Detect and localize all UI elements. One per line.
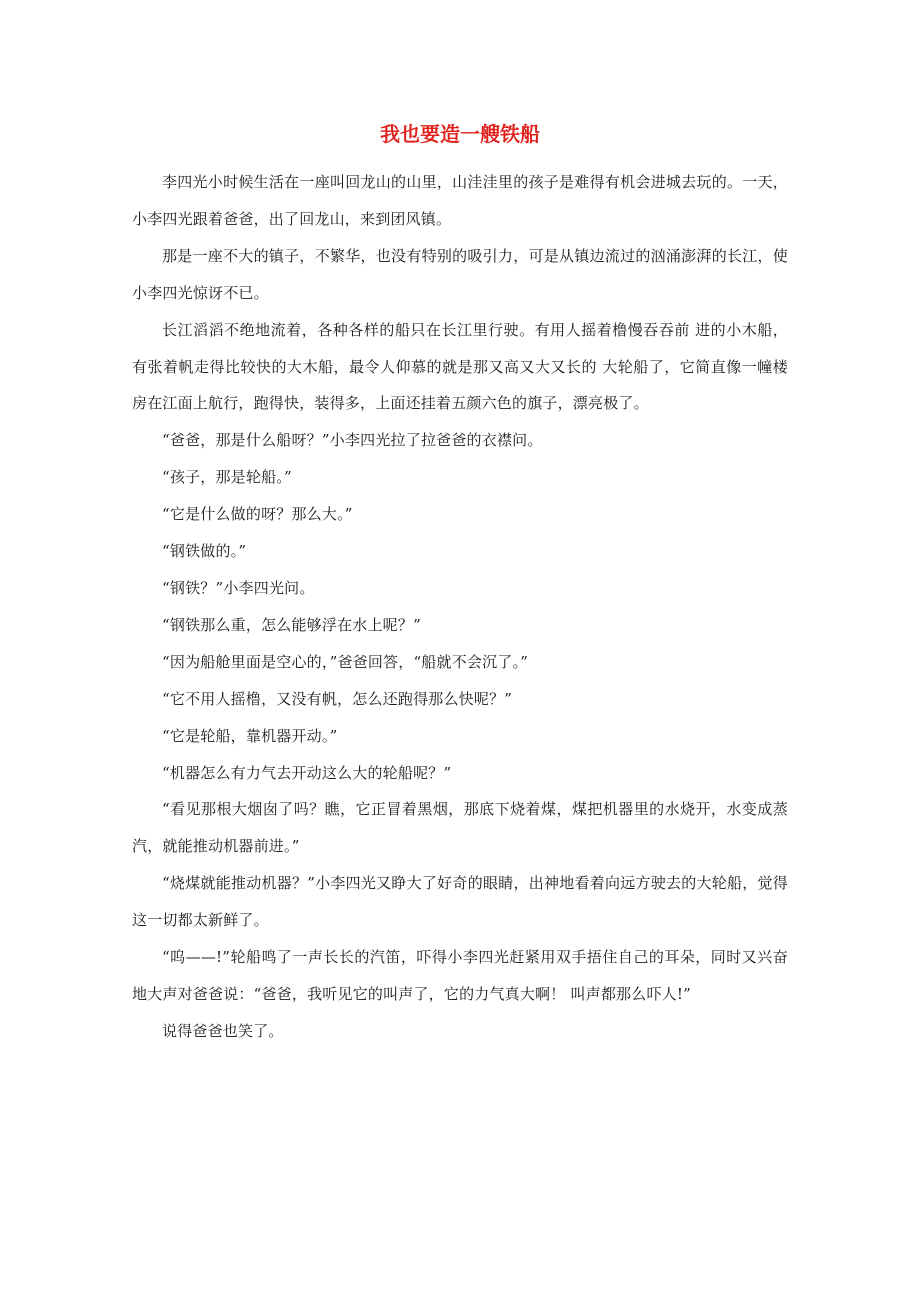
paragraph: “呜——!”轮船鸣了一声长长的汽笛，吓得小李四光赶紧用双手捂住自己的耳朵，同时又兴奋地大声对爸爸说：“爸爸，我听见它的叫声了，它的力气真大啊！ 叫声都那么吓人!”	[132, 948, 788, 1003]
paragraph: 那是一座不大的镇子，不繁华，也没有特别的吸引力，可是从镇边流过的汹涌澎湃的长江，使小李四光惊讶不已。	[132, 246, 788, 302]
paragraph: “钢铁做的。”	[162, 542, 247, 561]
paragraph: “钢铁那么重，怎么能够浮在水上呢？”	[162, 615, 421, 634]
paragraph: “看见那根大烟囱了吗？瞧，它正冒着黑烟，那底下烧着煤，煤把机器里的水烧开，水变成蒸汽，就能推动机器前进。”	[132, 800, 788, 856]
paragraph: “机器怎么有力气去开动这么大的轮船呢？”	[162, 763, 452, 782]
document-body	[132, 164, 788, 1050]
paragraph: “因为船舱里面是空心的，”爸爸回答，“船就不会沉了。”	[162, 652, 529, 671]
paragraph: 说得爸爸也笑了。	[162, 1021, 284, 1040]
paragraph: “它不用人摇橹，又没有帆，怎么还跑得那么快呢？”	[162, 689, 513, 708]
paragraph: “烧煤就能推动机器？”小李四光又睁大了好奇的眼睛，出神地看着向远方驶去的大轮船，觉得这一切都太新鲜了。	[132, 874, 788, 930]
paragraph: “孩子，那是轮船。”	[162, 468, 292, 487]
paragraph: “钢铁？”小李四光问。	[162, 578, 315, 597]
paragraph: 长江滔滔不绝地流着，各种各样的船只在长江里行驶。有用人摇着橹慢吞吞前 进的小木船，有张着帆走得比较快的大木船，最令人仰慕的就是那又高又大又长的 大轮船了，它简直像一幢楼房在江面上航行，跑得快，装得多，上面还挂着五颜六色的旗子，漂亮极了。	[132, 320, 788, 413]
paragraph: “它是轮船，靠机器开动。”	[162, 726, 338, 745]
paragraph: 李四光小时候生活在一座叫回龙山的山里，山洼洼里的孩子是难得有机会进城去玩的。一天，小李四光跟着爸爸，出了回龙山，来到团风镇。	[132, 173, 788, 228]
paragraph: “它是什么做的呀？那么大。”	[162, 505, 353, 524]
paragraph: “爸爸，那是什么船呀？”小李四光拉了拉爸爸的衣襟问。	[162, 431, 543, 450]
document-title: 我也要造一艘铁船	[380, 122, 540, 146]
